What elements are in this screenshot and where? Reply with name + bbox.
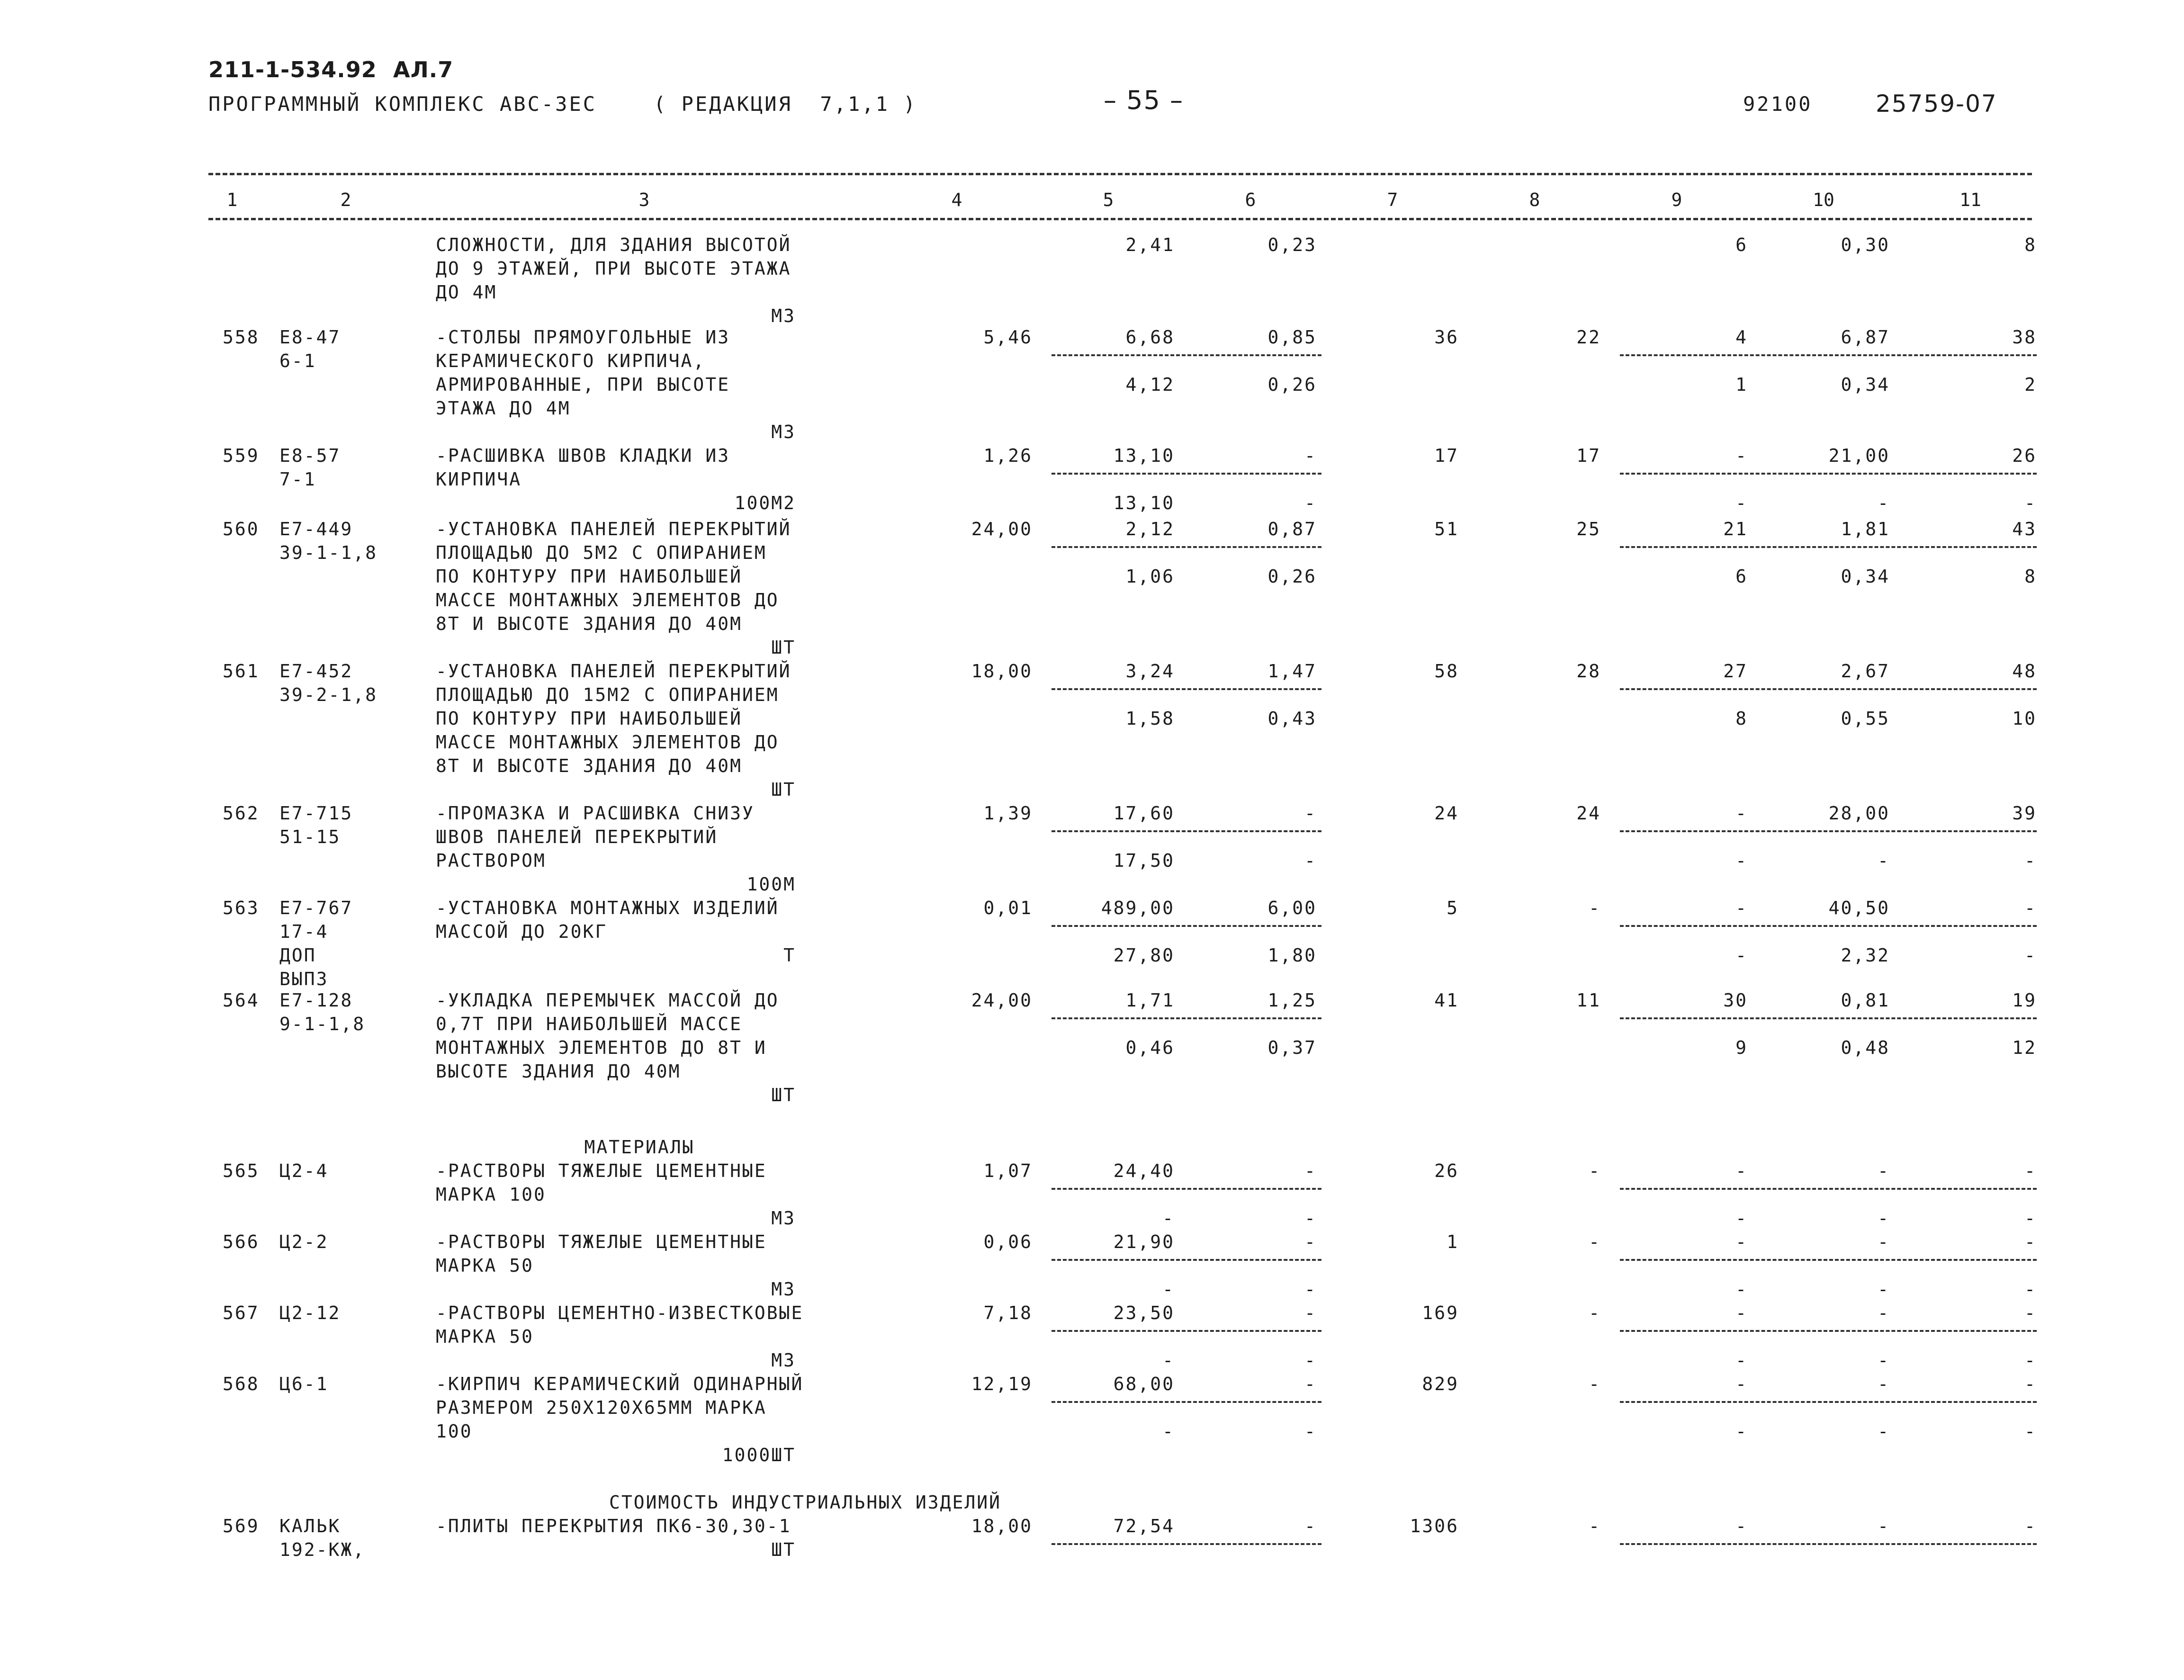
row-number: 567	[223, 1303, 260, 1323]
row-code: Е8-57	[279, 445, 341, 466]
col-10: 10	[1813, 189, 1834, 210]
separator-dash	[1620, 925, 2037, 927]
row-description: ШВОВ ПАНЕЛЕЙ ПЕРЕКРЫТИЙ	[436, 827, 718, 847]
row-description: -УСТАНОВКА МОНТАЖНЫХ ИЗДЕЛИЙ	[436, 898, 779, 918]
row-number: 561	[223, 661, 260, 682]
row-description: МОНТАЖНЫХ ЭЛЕМЕНТОВ ДО 8Т И	[436, 1037, 767, 1058]
cell-c4: 24,00	[971, 990, 1033, 1011]
program-title: ПРОГРАММНЫЙ КОМПЛЕКС АВС-3ЕС	[208, 92, 597, 116]
cell-b9: 8	[1735, 708, 1748, 729]
cell-c4: 24,00	[971, 519, 1033, 539]
row-code: Ц2-12	[279, 1303, 341, 1323]
cell-c6: -	[1304, 1374, 1317, 1394]
col-5: 5	[1103, 189, 1114, 210]
cell-c9: 4	[1735, 327, 1748, 348]
row-code: 17-4	[279, 921, 329, 942]
cell-c4: 18,00	[971, 661, 1033, 682]
cell-c7: 5	[1447, 898, 1459, 918]
cell-c5: 6,68	[1125, 327, 1175, 348]
cell-c10: -	[1878, 1303, 1890, 1323]
cell-c4: 0,01	[983, 898, 1033, 918]
separator-dash	[1620, 1543, 2037, 1545]
cell-b10: 0,34	[1841, 374, 1890, 395]
row-unit: М3	[771, 1208, 796, 1229]
separator-dash	[1052, 354, 1321, 356]
cell-c10: 1,81	[1841, 519, 1890, 539]
cell-b9: 6	[1735, 566, 1748, 587]
cell-c5: 17,60	[1113, 803, 1175, 824]
cell-b6: 0,26	[1267, 374, 1317, 395]
row-unit: 100М2	[734, 493, 796, 513]
cell-c8: -	[1589, 1160, 1601, 1181]
row-number: 559	[223, 445, 260, 466]
cell-c11: 38	[2012, 327, 2037, 348]
cell-c9: -	[1735, 1303, 1748, 1323]
cell-c6: -	[1304, 1516, 1317, 1536]
row-code: ДОП	[279, 945, 316, 966]
row-unit: М3	[771, 422, 796, 442]
row-description: 8Т И ВЫСОТЕ ЗДАНИЯ ДО 40М	[436, 755, 742, 776]
separator-dash	[1620, 830, 2037, 832]
cell-b10: -	[1878, 493, 1890, 513]
row-code: 6-1	[279, 350, 316, 371]
row-number: 558	[223, 327, 260, 348]
row-unit: 1000ШТ	[722, 1445, 796, 1465]
cell-b10: -	[1878, 1350, 1890, 1371]
cell-b11: -	[2024, 1279, 2037, 1300]
row-number: 568	[223, 1374, 260, 1394]
cell-b5: 27,80	[1113, 945, 1175, 966]
cell-b10: 2,32	[1841, 945, 1890, 966]
cell-b6: 1,80	[1267, 945, 1317, 966]
col-1: 1	[226, 189, 238, 210]
cell-c5: 3,24	[1125, 661, 1175, 682]
cell-b10: 0,48	[1841, 1037, 1890, 1058]
row-number: 564	[223, 990, 260, 1011]
cell-c9: 21	[1723, 519, 1748, 539]
cell-c5: 68,00	[1113, 1374, 1175, 1394]
section-materials: МАТЕРИАЛЫ	[584, 1137, 695, 1158]
cell-c6: -	[1304, 803, 1317, 824]
cell-b5: -	[1162, 1208, 1175, 1229]
cell-c6: -	[1304, 1231, 1317, 1252]
cell-b5: -	[1162, 1279, 1175, 1300]
cell-c9: -	[1735, 1160, 1748, 1181]
cell-c11: 39	[2012, 803, 2037, 824]
cell-c11: -	[2024, 1374, 2037, 1394]
cell-b11: -	[2024, 493, 2037, 513]
page-number: – 55 –	[1104, 85, 1184, 115]
row-code: Е7-128	[279, 990, 353, 1011]
row-description: -РАСШИВКА ШВОВ КЛАДКИ ИЗ	[436, 445, 730, 466]
cell-c9: 27	[1723, 661, 1748, 682]
cell-c10: 0,81	[1841, 990, 1890, 1011]
cell-c10: -	[1878, 1374, 1890, 1394]
cell-c8: -	[1589, 1303, 1601, 1323]
row-code: ВЫП3	[279, 969, 329, 989]
cell-c11: 48	[2012, 661, 2037, 682]
row-description: ЭТАЖА ДО 4М	[436, 398, 571, 419]
cell-c4: 5,46	[983, 327, 1033, 348]
row-description: МАРКА 100	[436, 1184, 546, 1205]
cell-b9: 9	[1735, 1037, 1748, 1058]
row-description: ПЛОЩАДЬЮ ДО 15М2 С ОПИРАНИЕМ	[436, 684, 779, 705]
cell-c5: 489,00	[1101, 898, 1175, 918]
cell-c6: 6,00	[1267, 898, 1317, 918]
cell-b11: -	[2024, 1421, 2037, 1442]
separator-dash	[1620, 688, 2037, 690]
separator-dash	[1052, 546, 1321, 548]
cell-c11: 19	[2012, 990, 2037, 1011]
col-7: 7	[1387, 189, 1398, 210]
cell-c9: -	[1735, 445, 1748, 466]
cell-b6: -	[1304, 1421, 1317, 1442]
separator-dash	[1620, 546, 2037, 548]
cell-c11: -	[2024, 1160, 2037, 1181]
cell-c5: 21,90	[1113, 1231, 1175, 1252]
cell-b5: 1,06	[1125, 566, 1175, 587]
cell-c8: -	[1589, 1374, 1601, 1394]
row-code: 39-2-1,8	[279, 684, 378, 705]
row-number: 565	[223, 1160, 260, 1181]
row-code: Ц6-1	[279, 1374, 329, 1394]
row-code: 7-1	[279, 469, 316, 490]
row-number: 562	[223, 803, 260, 824]
row-description: -КИРПИЧ КЕРАМИЧЕСКИЙ ОДИНАРНЫЙ	[436, 1374, 804, 1394]
cell-b11: -	[2024, 1208, 2037, 1229]
row-unit: Т	[783, 945, 796, 966]
cell-c7: 1	[1447, 1231, 1459, 1252]
cell-b5: -	[1162, 1421, 1175, 1442]
cell-b6: -	[1304, 850, 1317, 871]
row-description: -ПРОМАЗКА И РАСШИВКА СНИЗУ	[436, 803, 755, 824]
cell-c7: 41	[1434, 990, 1459, 1011]
cell-b10: -	[1878, 850, 1890, 871]
cell-c4: 12,19	[971, 1374, 1033, 1394]
row-description: -РАСТВОРЫ ТЯЖЕЛЫЕ ЦЕМЕНТНЫЕ	[436, 1231, 767, 1252]
row-description: ВЫСОТЕ ЗДАНИЯ ДО 40М	[436, 1061, 681, 1082]
doc-code: 211-1-534.92	[208, 57, 377, 82]
cell-c5: 23,50	[1113, 1303, 1175, 1323]
row-description: -УСТАНОВКА ПАНЕЛЕЙ ПЕРЕКРЫТИЙ	[436, 519, 791, 539]
cell-c4: 0,06	[983, 1231, 1033, 1252]
row-description: МАРКА 50	[436, 1255, 534, 1276]
separator-dash	[1052, 473, 1321, 475]
row-description: -УСТАНОВКА ПАНЕЛЕЙ ПЕРЕКРЫТИЙ	[436, 661, 791, 682]
row-code: Ц2-2	[279, 1231, 329, 1252]
cell-c5: 24,40	[1113, 1160, 1175, 1181]
cell-b10: 0,34	[1841, 566, 1890, 587]
row-description: РАСТВОРОМ	[436, 850, 546, 871]
cell-b6: -	[1304, 493, 1317, 513]
cell-b6: 0,43	[1267, 708, 1317, 729]
separator-dash	[1620, 1401, 2037, 1403]
cell-b5: 13,10	[1113, 493, 1175, 513]
table-top-rule	[208, 173, 2032, 175]
col-8: 8	[1529, 189, 1540, 210]
cell-b6: -	[1304, 1279, 1317, 1300]
row-code: Е7-715	[279, 803, 353, 824]
cell-b11: -	[2024, 850, 2037, 871]
row-unit: ШТ	[771, 1085, 796, 1105]
row-description: -РАСТВОРЫ ЦЕМЕНТНО-ИЗВЕСТКОВЫЕ	[436, 1303, 804, 1323]
row-code: Е7-449	[279, 519, 353, 539]
table-header-rule	[208, 218, 2032, 220]
cell-c9: 6	[1735, 234, 1748, 255]
cell-c8: 24	[1576, 803, 1601, 824]
cell-c4: 1,39	[983, 803, 1033, 824]
cell-b11: 10	[2012, 708, 2037, 729]
cell-b10: -	[1878, 1279, 1890, 1300]
cell-c8: 28	[1576, 661, 1601, 682]
cell-b9: 1	[1735, 374, 1748, 395]
cell-b9: -	[1735, 945, 1748, 966]
cell-c8: -	[1589, 898, 1601, 918]
cell-b9: -	[1735, 1350, 1748, 1371]
row-code: 192-КЖ,	[279, 1539, 366, 1560]
row-description: 8Т И ВЫСОТЕ ЗДАНИЯ ДО 40М	[436, 613, 742, 634]
separator-dash	[1052, 1401, 1321, 1403]
cell-b5: 0,46	[1125, 1037, 1175, 1058]
row-description: ПЛОЩАДЬЮ ДО 5М2 С ОПИРАНИЕМ	[436, 542, 767, 563]
separator-dash	[1052, 1330, 1321, 1332]
cell-b5: 4,12	[1125, 374, 1175, 395]
cell-c9: 30	[1723, 990, 1748, 1011]
cell-c5: 2,41	[1125, 234, 1175, 255]
row-description: КЕРАМИЧЕСКОГО КИРПИЧА,	[436, 350, 706, 371]
cell-b9: -	[1735, 1421, 1748, 1442]
row-description: КИРПИЧА	[436, 469, 522, 490]
row-unit: ШТ	[771, 779, 796, 800]
cell-c4: 1,07	[983, 1160, 1033, 1181]
col-2: 2	[340, 189, 351, 210]
cell-c9: -	[1735, 898, 1748, 918]
code-25759: 25759-07	[1876, 90, 1997, 117]
code-92100: 92100	[1743, 92, 1813, 116]
col-9: 9	[1671, 189, 1682, 210]
row-description: МАССЕ МОНТАЖНЫХ ЭЛЕМЕНТОВ ДО	[436, 732, 779, 753]
cell-b11: -	[2024, 1350, 2037, 1371]
cell-c7: 24	[1434, 803, 1459, 824]
separator-dash	[1620, 473, 2037, 475]
cell-b6: -	[1304, 1208, 1317, 1229]
cell-c10: 0,30	[1841, 234, 1890, 255]
cell-c10: 2,67	[1841, 661, 1890, 682]
row-unit: ШТ	[771, 1539, 796, 1560]
cell-c7: 36	[1434, 327, 1459, 348]
cell-c6: 0,87	[1267, 519, 1317, 539]
separator-dash	[1052, 830, 1321, 832]
separator-dash	[1620, 1017, 2037, 1019]
cell-c7: 829	[1422, 1374, 1459, 1394]
cell-c7: 51	[1434, 519, 1459, 539]
cell-c4: 18,00	[971, 1516, 1033, 1536]
cell-b11: 12	[2012, 1037, 2037, 1058]
separator-dash	[1620, 1188, 2037, 1190]
row-description: ПО КОНТУРУ ПРИ НАИБОЛЬШЕЙ	[436, 708, 742, 729]
cell-b11: 8	[2024, 566, 2037, 587]
col-6: 6	[1245, 189, 1256, 210]
cell-c7: 17	[1434, 445, 1459, 466]
separator-dash	[1620, 354, 2037, 356]
cell-c9: -	[1735, 1231, 1748, 1252]
cell-c4: 7,18	[983, 1303, 1033, 1323]
row-unit: ШТ	[771, 637, 796, 658]
row-description: -ПЛИТЫ ПЕРЕКРЫТИЯ ПК6-30,30-1	[436, 1516, 791, 1536]
cell-c6: 0,23	[1267, 234, 1317, 255]
cell-c8: 25	[1576, 519, 1601, 539]
separator-dash	[1052, 1543, 1321, 1545]
cell-c10: -	[1878, 1160, 1890, 1181]
cell-b10: -	[1878, 1421, 1890, 1442]
row-description: -РАСТВОРЫ ТЯЖЕЛЫЕ ЦЕМЕНТНЫЕ	[436, 1160, 767, 1181]
cell-b11: -	[2024, 945, 2037, 966]
cell-c8: -	[1589, 1516, 1601, 1536]
cell-b6: -	[1304, 1350, 1317, 1371]
row-description: 0,7Т ПРИ НАИБОЛЬШЕЙ МАССЕ	[436, 1014, 742, 1034]
album-code: АЛ.7	[393, 57, 454, 82]
separator-dash	[1620, 1259, 2037, 1261]
row-description: МАССЕ МОНТАЖНЫХ ЭЛЕМЕНТОВ ДО	[436, 590, 779, 611]
cell-c6: 0,85	[1267, 327, 1317, 348]
row-unit: М3	[771, 1350, 796, 1371]
cell-c6: 1,25	[1267, 990, 1317, 1011]
col-11: 11	[1959, 189, 1981, 210]
cell-c7: 1306	[1410, 1516, 1459, 1536]
cell-c6: 1,47	[1267, 661, 1317, 682]
row-unit: М3	[771, 305, 796, 326]
cell-c10: 28,00	[1828, 803, 1890, 824]
cell-c11: -	[2024, 1303, 2037, 1323]
cell-c11: 8	[2024, 234, 2037, 255]
cell-c11: -	[2024, 898, 2037, 918]
cell-c8: 22	[1576, 327, 1601, 348]
cell-b10: -	[1878, 1208, 1890, 1229]
separator-dash	[1052, 688, 1321, 690]
cell-c7: 169	[1422, 1303, 1459, 1323]
row-description: ДО 9 ЭТАЖЕЙ, ПРИ ВЫСОТЕ ЭТАЖА	[436, 258, 791, 279]
cell-b9: -	[1735, 493, 1748, 513]
cell-c7: 26	[1434, 1160, 1459, 1181]
cell-c8: 17	[1576, 445, 1601, 466]
cell-b5: -	[1162, 1350, 1175, 1371]
separator-dash	[1620, 1330, 2037, 1332]
cell-c6: -	[1304, 1303, 1317, 1323]
cell-c10: 40,50	[1828, 898, 1890, 918]
cell-b6: 0,37	[1267, 1037, 1317, 1058]
row-number: 563	[223, 898, 260, 918]
row-code: Ц2-4	[279, 1160, 329, 1181]
row-description: 100	[436, 1421, 473, 1442]
row-description: СЛОЖНОСТИ, ДЛЯ ЗДАНИЯ ВЫСОТОЙ	[436, 234, 791, 255]
separator-dash	[1052, 1259, 1321, 1261]
separator-dash	[1052, 925, 1321, 927]
cell-c6: -	[1304, 1160, 1317, 1181]
cell-c11: -	[2024, 1231, 2037, 1252]
row-code: 9-1-1,8	[279, 1014, 366, 1034]
row-code: 51-15	[279, 827, 341, 847]
cell-c11: 26	[2012, 445, 2037, 466]
separator-dash	[1052, 1017, 1321, 1019]
row-number: 566	[223, 1231, 260, 1252]
cell-c9: -	[1735, 1516, 1748, 1536]
row-description: -СТОЛБЫ ПРЯМОУГОЛЬНЫЕ ИЗ	[436, 327, 730, 348]
row-number: 560	[223, 519, 260, 539]
row-unit: 100М	[746, 874, 796, 895]
row-code: Е8-47	[279, 327, 341, 348]
row-code: 39-1-1,8	[279, 542, 378, 563]
row-code: Е7-452	[279, 661, 353, 682]
cell-c11: 43	[2012, 519, 2037, 539]
section-industrial: СТОИМОСТЬ ИНДУСТРИАЛЬНЫХ ИЗДЕЛИЙ	[609, 1492, 1002, 1513]
row-description: -УКЛАДКА ПЕРЕМЫЧЕК МАССОЙ ДО	[436, 990, 779, 1011]
cell-b6: 0,26	[1267, 566, 1317, 587]
row-code: КАЛЬК	[279, 1516, 341, 1536]
cell-b5: 1,58	[1125, 708, 1175, 729]
cell-c9: -	[1735, 803, 1748, 824]
cell-b10: 0,55	[1841, 708, 1890, 729]
cell-c5: 1,71	[1125, 990, 1175, 1011]
cell-c9: -	[1735, 1374, 1748, 1394]
row-code: Е7-767	[279, 898, 353, 918]
cell-c10: -	[1878, 1231, 1890, 1252]
row-description: МАССОЙ ДО 20КГ	[436, 921, 608, 942]
cell-c6: -	[1304, 445, 1317, 466]
cell-b9: -	[1735, 1279, 1748, 1300]
cell-c5: 72,54	[1113, 1516, 1175, 1536]
row-description: МАРКА 50	[436, 1326, 534, 1347]
row-description: АРМИРОВАННЫЕ, ПРИ ВЫСОТЕ	[436, 374, 730, 395]
row-unit: М3	[771, 1279, 796, 1300]
row-description: ПО КОНТУРУ ПРИ НАИБОЛЬШЕЙ	[436, 566, 742, 587]
cell-c5: 13,10	[1113, 445, 1175, 466]
cell-c5: 2,12	[1125, 519, 1175, 539]
row-description: РАЗМЕРОМ 250Х120Х65ММ МАРКА	[436, 1397, 767, 1418]
cell-c4: 1,26	[983, 445, 1033, 466]
cell-b9: -	[1735, 1208, 1748, 1229]
cell-c10: 21,00	[1828, 445, 1890, 466]
cell-b9: -	[1735, 850, 1748, 871]
cell-c11: -	[2024, 1516, 2037, 1536]
cell-c8: -	[1589, 1231, 1601, 1252]
row-number: 569	[223, 1516, 260, 1536]
col-4: 4	[951, 189, 962, 210]
cell-b11: 2	[2024, 374, 2037, 395]
col-3: 3	[638, 189, 650, 210]
edition-label: ( РЕДАКЦИЯ 7,1,1 )	[654, 92, 917, 116]
cell-b5: 17,50	[1113, 850, 1175, 871]
cell-c10: -	[1878, 1516, 1890, 1536]
row-description: ДО 4М	[436, 282, 497, 303]
cell-c10: 6,87	[1841, 327, 1890, 348]
separator-dash	[1052, 1188, 1321, 1190]
cell-c8: 11	[1576, 990, 1601, 1011]
cell-c7: 58	[1434, 661, 1459, 682]
